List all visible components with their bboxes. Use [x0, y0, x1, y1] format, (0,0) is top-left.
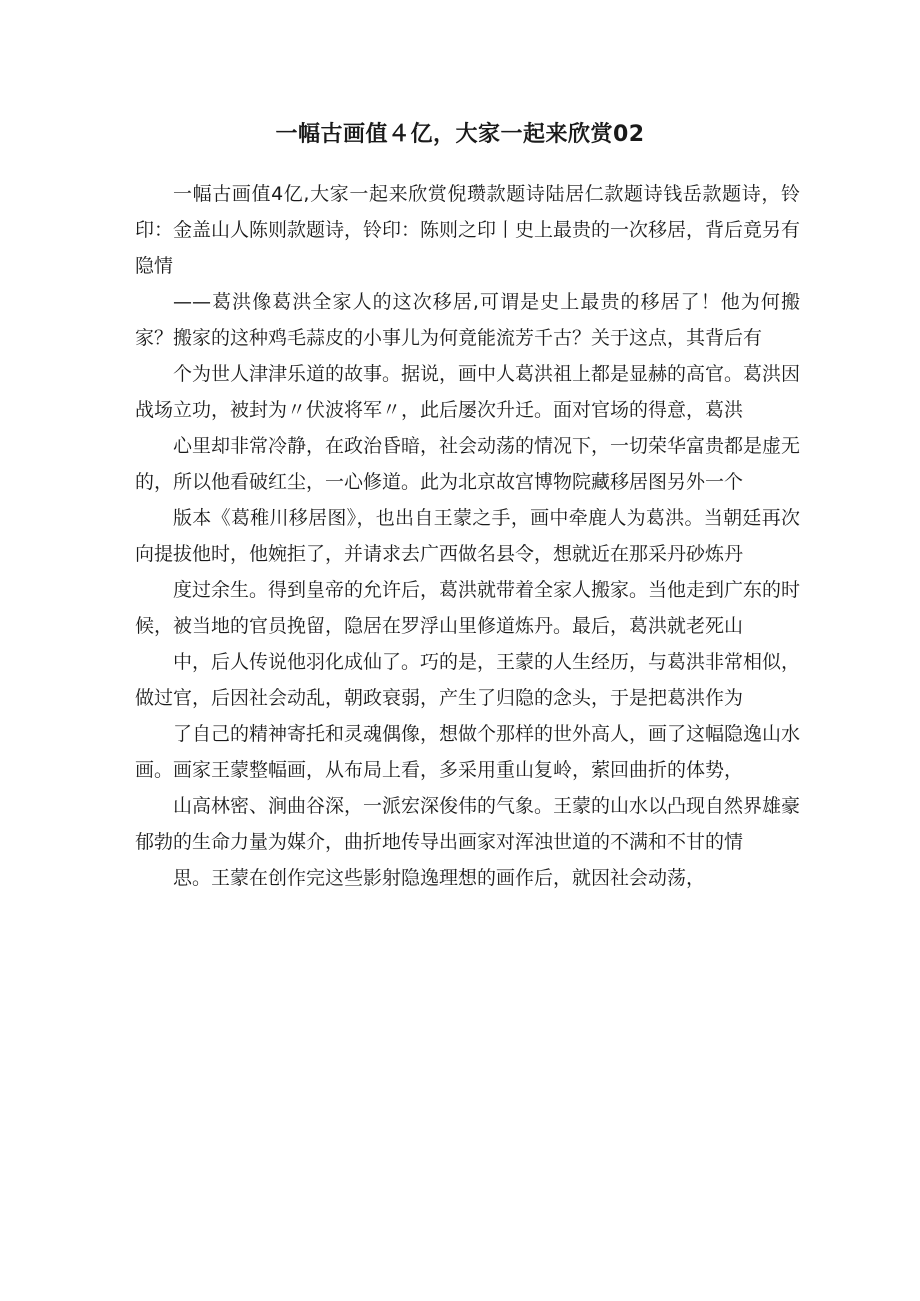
- paragraph-5: 版本《葛稚川移居图》，也出自王蒙之手，画中牵鹿人为葛洪。当朝廷再次向提拔他时，他婉拒了，并请求去广西做名县令，想就近在那采丹砂炼丹: [135, 507, 800, 565]
- paragraph-6: 度过余生。得到皇帝的允许后，葛洪就带着全家人搬家。当他走到广东的时候，被当地的官员挽留，隐居在罗浮山里修道炼丹。最后，葛洪就老死山: [135, 579, 801, 637]
- paragraph-7: 中，后人传说他羽化成仙了。巧的是，王蒙的人生经历，与葛洪非常相似，做过官，后因社会动乱，朝政衰弱，产生了归隐的念头，于是把葛洪作为: [135, 651, 801, 709]
- paragraph-8: 了自己的精神寄托和灵魂偶像，想做个那样的世外高人，画了这幅隐逸山水画。画家王蒙整幅画，从布局上看，多采用重山复岭，萦回曲折的体势，: [135, 723, 801, 781]
- paragraph-2: ——葛洪像葛洪全家人的这次移居,可谓是史上最贵的移居了！他为何搬家？搬家的这种鸡毛蒜皮的小事儿为何竟能流芳千古？关于这点，其背后有: [135, 291, 800, 349]
- document-body: [135, 176, 800, 896]
- paragraph-10: 思。王蒙在创作完这些影射隐逸理想的画作后，就因社会动荡，: [173, 867, 706, 889]
- document-title: 一幅古画值４亿，大家一起来欣赏02: [275, 122, 645, 147]
- paragraph-4: 心里却非常冷静，在政治昏暗，社会动荡的情况下，一切荣华富贵都是虚无的，所以他看破红尘，一心修道。此为北京故宫博物院藏移居图另外一个: [135, 435, 801, 493]
- paragraph-1: 一幅古画值4亿,大家一起来欣赏倪瓒款题诗陆居仁款题诗钱岳款题诗，铃印：金盖山人陈则款题诗，铃印：陈则之印丨史上最贵的一次移居，背后竟另有隐情: [135, 183, 801, 277]
- paragraph-9: 山高林密、涧曲谷深，一派宏深俊伟的气象。王蒙的山水以凸现自然界雄豪郁勃的生命力量为媒介，曲折地传导出画家对浑浊世道的不满和不甘的情: [135, 795, 801, 853]
- paragraph-3: 个为世人津津乐道的故事。据说，画中人葛洪祖上都是显赫的高官。葛洪因战场立功，被封为〃伏波将军〃，此后屡次升迁。面对官场的得意，葛洪: [135, 363, 801, 421]
